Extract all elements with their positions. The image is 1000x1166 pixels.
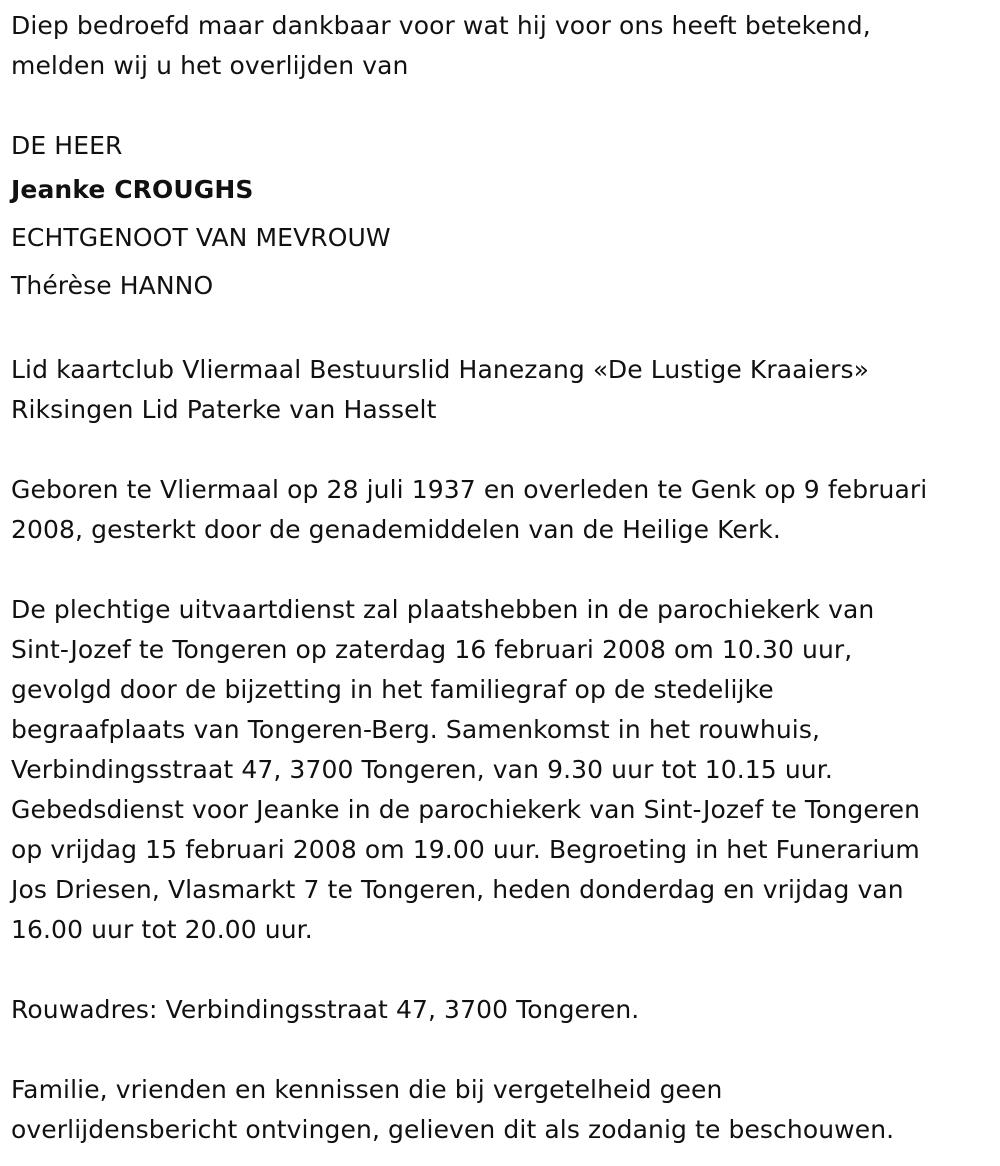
spouse-name: Thérèse HANNO <box>11 271 214 300</box>
ceremony-line: Jos Driesen, Vlasmarkt 7 te Tongeren, heden donderdag en vrijdag van <box>11 875 904 904</box>
ceremony-line: 16.00 uur tot 20.00 uur. <box>11 915 313 944</box>
ceremony-line: Gebedsdienst voor Jeanke in de parochiekerk van Sint-Jozef te Tongeren <box>11 795 921 824</box>
spacer <box>11 550 986 590</box>
relation-label: ECHTGENOOT VAN MEVROUW <box>11 223 391 252</box>
memberships-paragraph <box>11 350 986 430</box>
ceremony-line: op vrijdag 15 februari 2008 om 19.00 uur. Begroeting in het Funerarium <box>11 835 920 864</box>
deceased-name: Jeanke CROUGHS <box>11 175 254 204</box>
intro-line-2: melden wij u het overlijden van <box>11 51 409 80</box>
spacer <box>11 310 986 350</box>
mourning-address: Rouwadres: Verbindingsstraat 47, 3700 Tongeren. <box>11 995 640 1024</box>
spacer <box>11 430 986 470</box>
spacer <box>11 1030 986 1070</box>
memberships-line-1: Lid kaartclub Vliermaal Bestuurslid Hanezang «De Lustige Kraaiers» <box>11 355 869 384</box>
ceremony-line: De plechtige uitvaartdienst zal plaatshebben in de parochiekerk van <box>11 595 875 624</box>
closing-line-2: overlijdensbericht ontvingen, gelieven dit als zodanig te beschouwen. <box>11 1115 895 1144</box>
intro-paragraph <box>11 6 986 86</box>
birth-death-line-1: Geboren te Vliermaal op 28 juli 1937 en overleden te Genk op 9 februari <box>11 475 928 504</box>
ceremony-line: begraafplaats van Tongeren-Berg. Samenkomst in het rouwhuis, <box>11 715 821 744</box>
ceremony-line: Verbindingsstraat 47, 3700 Tongeren, van 9.30 uur tot 10.15 uur. <box>11 755 833 784</box>
birth-death-line-2: 2008, gesterkt door de genademiddelen van de Heilige Kerk. <box>11 515 781 544</box>
spacer <box>11 950 986 990</box>
memberships-line-2: Riksingen Lid Paterke van Hasselt <box>11 395 437 424</box>
spacer <box>11 86 986 126</box>
obituary-notice <box>11 6 986 1150</box>
address-paragraph <box>11 990 986 1030</box>
ceremony-paragraph <box>11 590 986 950</box>
deceased-block <box>11 126 986 310</box>
intro-line-1: Diep bedroefd maar dankbaar voor wat hij voor ons heeft betekend, <box>11 11 871 40</box>
birth-death-paragraph <box>11 470 986 550</box>
closing-line-1: Familie, vrienden en kennissen die bij vergetelheid geen <box>11 1075 723 1104</box>
honorific-title: DE HEER <box>11 131 123 160</box>
ceremony-line: gevolgd door de bijzetting in het familiegraf op de stedelijke <box>11 675 774 704</box>
ceremony-line: Sint-Jozef te Tongeren op zaterdag 16 februari 2008 om 10.30 uur, <box>11 635 853 664</box>
closing-paragraph <box>11 1070 986 1150</box>
